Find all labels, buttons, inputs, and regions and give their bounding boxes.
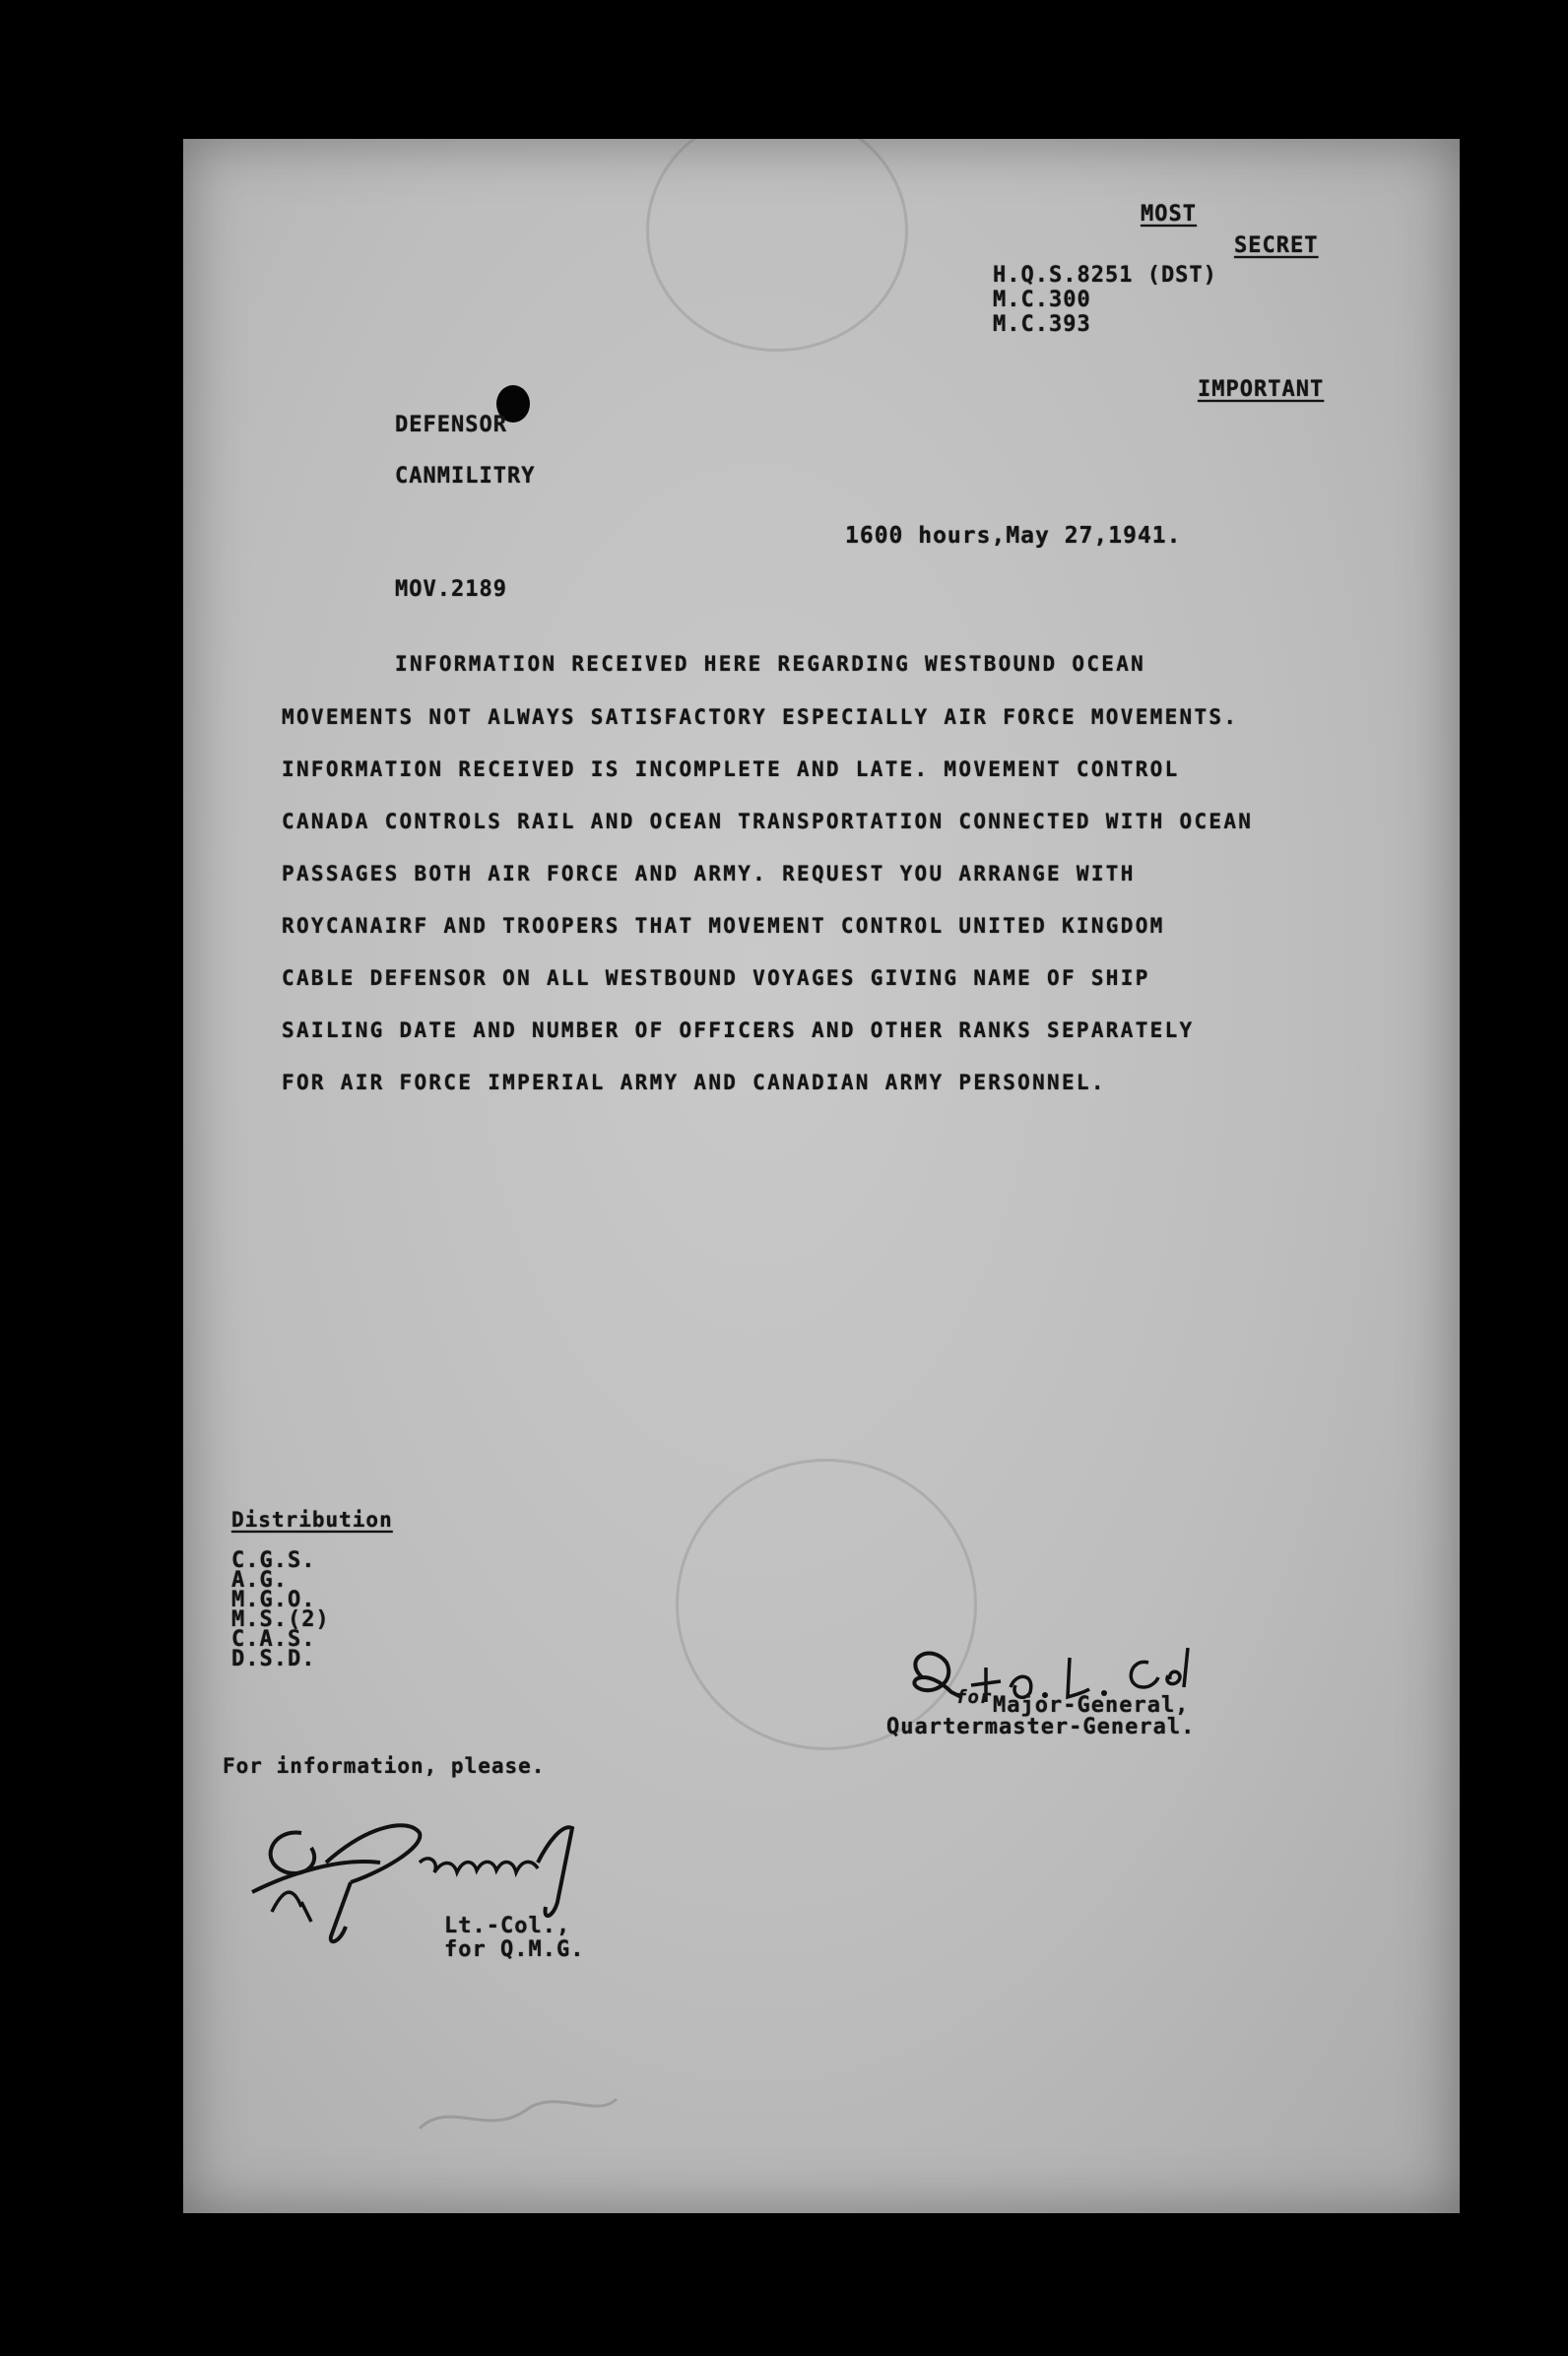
distribution-heading: Distribution [231,1508,393,1532]
faint-handwriting-bottom [537,1799,1406,1918]
body-line-4: CANADA CONTROLS RAIL AND OCEAN TRANSPORTATION CONNECTED WITH OCEAN [282,810,1254,833]
distribution-list [231,1548,330,1671]
classification-secret: SECRET [1234,233,1319,258]
body-line-1: INFORMATION RECEIVED HERE REGARDING WESTBOUND OCEAN [395,652,1146,676]
signature-left-for: for Q.M.G. [444,1937,585,1962]
signature-right-title-2: Quartermaster-General. [886,1715,1196,1739]
file-reference-3: M.C.393 [993,312,1091,337]
distribution-note: For information, please. [223,1754,546,1778]
distribution-item: A.G. [231,1568,288,1593]
file-reference-1: H.Q.S.8251 (DST) [993,263,1217,288]
body-line-5: PASSAGES BOTH AIR FORCE AND ARMY. REQUEST YOU ARRANGE WITH [282,862,1136,885]
document-page [183,139,1460,2213]
signature-right-title-1: Major-General, [993,1693,1190,1718]
file-reference-2: M.C.300 [993,288,1091,312]
signature-left-rank: Lt.-Col., [444,1914,571,1938]
distribution-item: C.A.S. [231,1627,316,1652]
priority-label: IMPORTANT [1198,377,1325,402]
faint-mark-bottom [410,2069,626,2148]
body-line-8: SAILING DATE AND NUMBER OF OFFICERS AND OTHER RANKS SEPARATELY [282,1018,1195,1042]
distribution-item: M.G.O. [231,1588,316,1612]
body-line-7: CABLE DEFENSOR ON ALL WESTBOUND VOYAGES GIVING NAME OF SHIP [282,966,1150,990]
body-line-2: MOVEMENTS NOT ALWAYS SATISFACTORY ESPECIALLY AIR FORCE MOVEMENTS. [282,705,1239,729]
distribution-item: M.S.(2) [231,1607,330,1632]
distribution-item: C.G.S. [231,1548,316,1573]
message-number: MOV.2189 [395,577,507,602]
signature-right-for: for [955,1686,993,1708]
addressee-from: CANMILITRY [395,464,536,489]
date-time: 1600 hours,May 27,1941. [845,523,1182,549]
body-line-6: ROYCANAIRF AND TROOPERS THAT MOVEMENT CONTROL UNITED KINGDOM [282,914,1165,938]
body-line-3: INFORMATION RECEIVED IS INCOMPLETE AND LATE. MOVEMENT CONTROL [282,757,1180,781]
classification-most: MOST [1141,202,1197,227]
addressee-to: DEFENSOR [395,413,507,437]
distribution-item: D.S.D. [231,1647,316,1671]
body-line-9: FOR AIR FORCE IMPERIAL ARMY AND CANADIAN ARMY PERSONNEL. [282,1071,1106,1094]
